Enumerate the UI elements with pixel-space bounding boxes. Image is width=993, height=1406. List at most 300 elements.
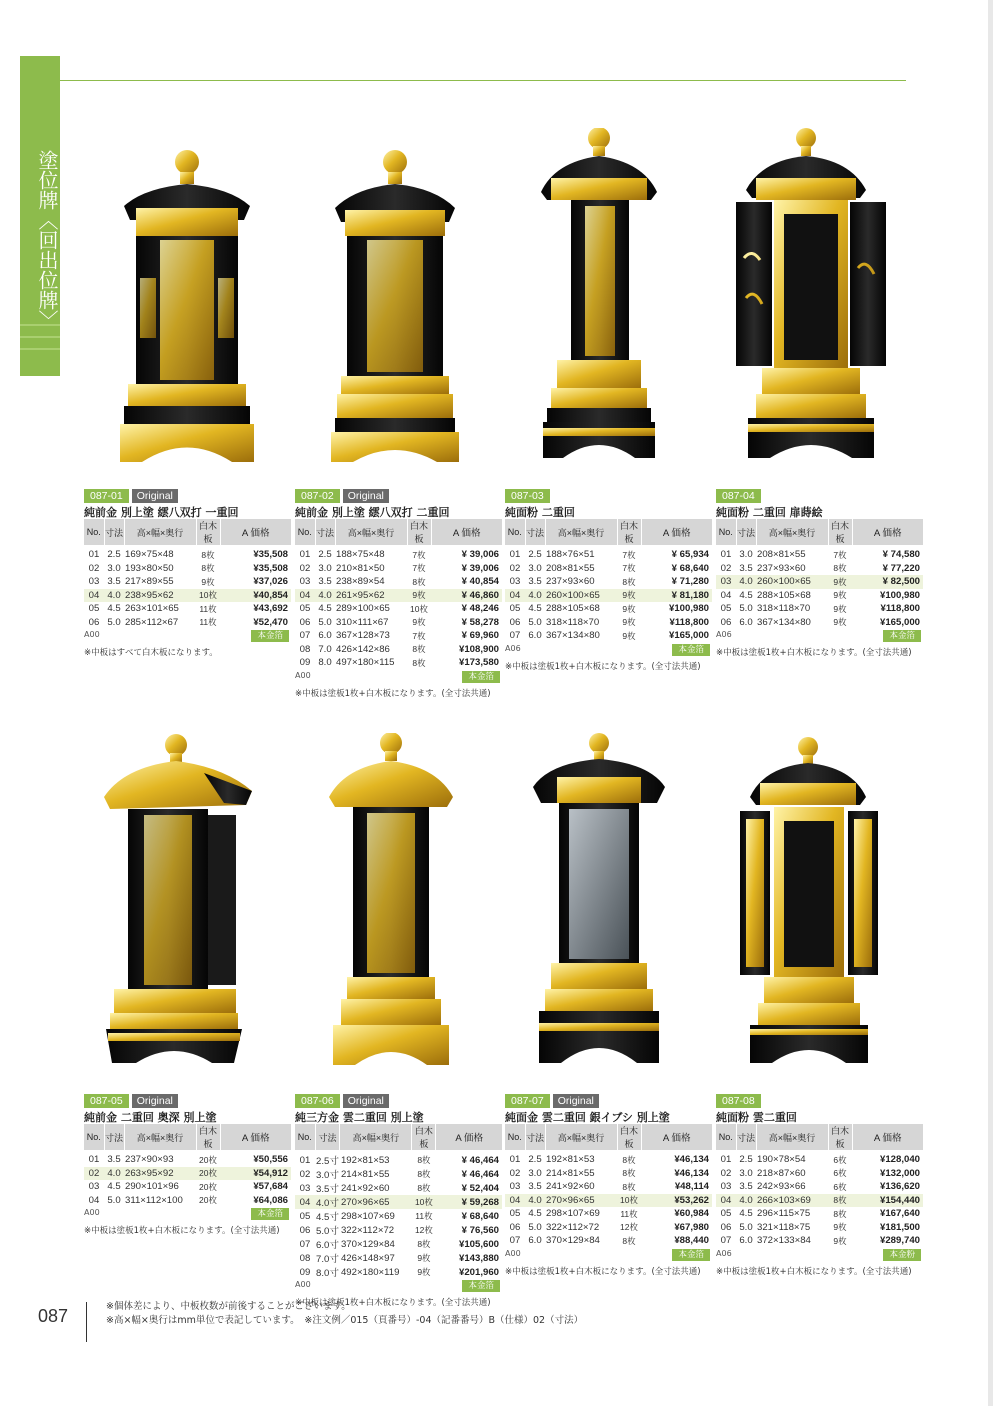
- table-row: [716, 1180, 923, 1194]
- cell-dim: 370×129×84: [546, 1235, 600, 1247]
- cell-no: 03: [509, 576, 521, 588]
- cell-dim: 285×112×67: [125, 616, 179, 628]
- cell-bd: 8枚: [412, 657, 426, 668]
- table-row: [716, 1150, 923, 1167]
- cell-sun: 4.0: [315, 589, 335, 603]
- cell-pr: ¥ 58,278: [461, 616, 499, 628]
- table-row: [716, 545, 923, 562]
- col-dim: 高×幅×奥行: [340, 1124, 412, 1150]
- cell-bd: 10枚: [196, 589, 220, 603]
- table-row: [295, 1237, 502, 1251]
- cell-sun: 3.0: [739, 1167, 753, 1179]
- table-row: [84, 562, 291, 576]
- cell-sun: 3.0: [107, 562, 121, 574]
- cell-sun: 4.0: [525, 589, 545, 603]
- cell-no: 06: [720, 1221, 732, 1233]
- col-sun: 寸法: [525, 519, 545, 545]
- cell-bd: 8枚: [412, 644, 426, 655]
- table-row: [84, 1150, 291, 1167]
- cell-dim: 322×112×72: [546, 1221, 600, 1233]
- spec-code: A06: [716, 630, 732, 639]
- product-code: 087-07: [505, 1094, 550, 1108]
- cell-pr: ¥35,508: [253, 549, 288, 561]
- cell-no: 02: [88, 562, 100, 574]
- col-no: No.: [505, 1124, 525, 1150]
- table-row: [295, 1265, 502, 1279]
- cell-pr: ¥ 81,180: [641, 589, 712, 603]
- original-label: Original: [343, 489, 389, 503]
- cell-pr: ¥105,600: [458, 1238, 499, 1250]
- cell-bd: 8枚: [417, 1183, 431, 1193]
- spec-table: [84, 1124, 291, 1207]
- cell-bd: 9枚: [617, 589, 641, 603]
- cell-dim: 370×129×84: [340, 1238, 395, 1250]
- cell-dim: 214×81×55: [546, 1167, 595, 1179]
- cell-bd: 20枚: [199, 1181, 217, 1192]
- spec-table: [295, 519, 502, 670]
- cell-no: 04: [88, 1194, 100, 1206]
- spec-table: [505, 1124, 712, 1248]
- cell-no: 07: [299, 630, 311, 642]
- cell-pr: ¥ 39,006: [461, 562, 499, 574]
- cell-bd: 8枚: [201, 563, 215, 574]
- col-board: 白木板: [617, 1124, 641, 1150]
- cell-sun: 5.0: [739, 603, 753, 615]
- cell-dim: 288×105×68: [546, 603, 600, 615]
- col-board: 白木板: [196, 1124, 220, 1150]
- cell-no: 02: [299, 562, 311, 574]
- cell-pr: ¥ 74,580: [882, 549, 920, 561]
- cell-pr: ¥118,800: [669, 616, 709, 628]
- cell-no: 01: [509, 1154, 521, 1166]
- cell-dim: 288×105×68: [757, 589, 811, 601]
- cell-sun: 8.0寸: [316, 1268, 339, 1279]
- cell-pr: ¥ 46,464: [461, 1168, 499, 1180]
- cell-dim: 237×93×60: [546, 576, 595, 588]
- cell-bd: 6枚: [833, 1154, 847, 1165]
- cell-dim: 237×93×60: [757, 562, 806, 574]
- cell-pr: ¥52,470: [253, 616, 288, 628]
- col-price: A 価格: [852, 1124, 923, 1150]
- col-price: A 価格: [220, 1124, 291, 1150]
- spec-code: A06: [505, 643, 521, 653]
- col-no: No.: [505, 519, 525, 545]
- cell-sun: 3.0: [318, 562, 332, 574]
- col-sun: 寸法: [315, 1124, 340, 1150]
- cell-no: 06: [720, 616, 732, 628]
- cell-dim: 426×142×86: [336, 643, 390, 655]
- col-price: A 価格: [641, 519, 712, 545]
- col-board: 白木板: [828, 1124, 852, 1150]
- cell-no: 03: [299, 1182, 311, 1194]
- cell-bd: 8枚: [417, 1155, 431, 1165]
- cell-no: 02: [299, 1168, 311, 1180]
- spec-table: [295, 1124, 502, 1279]
- cell-pr: ¥136,620: [879, 1181, 920, 1193]
- cell-no: 01: [509, 549, 521, 561]
- cell-bd: 9枚: [622, 617, 636, 628]
- cell-bd: 9枚: [622, 603, 636, 614]
- finish-badge: 本金箔: [462, 671, 500, 683]
- product-087-06: [295, 733, 502, 1308]
- product-name: 純前金 別上塗 繧八双打 二重回: [295, 506, 450, 519]
- cell-dim: 270×96×65: [340, 1195, 412, 1209]
- cell-dim: 367×134×80: [546, 630, 600, 642]
- cell-pr: ¥ 82,500: [852, 575, 923, 589]
- cell-dim: 367×128×73: [336, 630, 390, 642]
- product-note: ※中板は塗板1枚+白木板になります。(全寸法共通): [84, 1226, 280, 1236]
- cell-no: 04: [505, 1194, 525, 1208]
- cell-sun: 2.5寸: [316, 1156, 339, 1167]
- col-sun: 寸法: [736, 519, 756, 545]
- cell-pr: ¥57,684: [253, 1181, 288, 1193]
- product-image-087-05: [84, 733, 291, 1088]
- original-label: Original: [553, 1094, 599, 1108]
- cell-no: 05: [88, 603, 100, 615]
- cell-no: 01: [720, 1154, 732, 1166]
- spec-code: A00: [505, 1248, 521, 1258]
- cell-pr: ¥132,000: [879, 1167, 920, 1179]
- cell-bd: 9枚: [201, 576, 215, 587]
- cell-sun: 4.5: [318, 603, 332, 615]
- cell-pr: ¥165,000: [879, 616, 920, 628]
- cell-no: 01: [720, 549, 732, 561]
- cell-dim: 188×76×51: [546, 549, 595, 561]
- cell-no: 03: [509, 1181, 521, 1193]
- cell-dim: 192×81×53: [546, 1154, 595, 1166]
- cell-sun: 4.5: [107, 1181, 121, 1193]
- product-image-087-03: [505, 128, 712, 483]
- cell-dim: 367×134×80: [757, 616, 811, 628]
- table-row: [295, 1167, 502, 1181]
- cell-no: 03: [88, 576, 100, 588]
- product-name: 純面金 雲二重回 銀イブシ 別上塗: [505, 1111, 670, 1124]
- product-name: 純三方金 雲二重回 別上塗: [295, 1111, 424, 1124]
- cell-pr: ¥ 48,246: [461, 603, 499, 615]
- cell-bd: 8枚: [412, 576, 426, 587]
- cell-bd: 7枚: [622, 549, 636, 560]
- cell-sun: 8.0: [318, 657, 332, 669]
- col-sun: 寸法: [736, 1124, 756, 1150]
- cell-no: 01: [299, 549, 311, 561]
- cell-sun: 4.0: [104, 1167, 124, 1181]
- cell-dim: 261×95×62: [335, 589, 407, 603]
- cell-dim: 260×100×65: [756, 575, 828, 589]
- cell-sun: 3.5: [107, 576, 121, 588]
- col-sun: 寸法: [104, 519, 124, 545]
- product-image-087-08: [716, 733, 923, 1088]
- cell-bd: 8枚: [417, 1169, 431, 1179]
- spec-code: A06: [716, 1248, 732, 1258]
- col-board: 白木板: [617, 519, 641, 545]
- cell-sun: 3.0寸: [316, 1170, 339, 1181]
- cell-dim: 298×107×69: [340, 1210, 395, 1222]
- cell-sun: 2.5: [107, 549, 121, 561]
- original-label: Original: [343, 1094, 389, 1108]
- table-row: [84, 575, 291, 589]
- cell-dim: 270×96×65: [545, 1194, 617, 1208]
- cell-bd: 9枚: [833, 617, 847, 628]
- table-row: [716, 1167, 923, 1181]
- cell-bd: 8枚: [201, 549, 215, 560]
- product-087-04: [716, 128, 923, 658]
- cell-pr: ¥64,086: [253, 1194, 288, 1206]
- cell-bd: 9枚: [833, 590, 847, 601]
- col-dim: 高×幅×奥行: [335, 519, 407, 545]
- cell-sun: 3.5: [528, 1181, 542, 1193]
- cell-pr: ¥53,262: [641, 1194, 712, 1208]
- cell-bd: 8枚: [622, 576, 636, 587]
- cell-bd: 11枚: [199, 617, 217, 628]
- table-row: [505, 562, 712, 576]
- cell-pr: ¥ 40,854: [461, 576, 499, 588]
- table-row: [295, 629, 502, 643]
- page-number-rule: [86, 1302, 87, 1342]
- table-row: [505, 1234, 712, 1248]
- cell-no: 06: [509, 1221, 521, 1233]
- table-row: [505, 1150, 712, 1167]
- cell-bd: 9枚: [833, 1235, 847, 1246]
- cell-bd: 9枚: [417, 1253, 431, 1263]
- product-087-07: [505, 733, 712, 1277]
- cell-pr: ¥46,134: [674, 1154, 709, 1166]
- page-number: 087: [38, 1306, 69, 1326]
- cell-no: 02: [720, 562, 732, 574]
- product-image-087-06: [295, 733, 502, 1088]
- cell-pr: ¥ 65,934: [671, 549, 709, 561]
- cell-no: 08: [299, 643, 311, 655]
- cell-no: 05: [509, 603, 521, 615]
- spec-code: A00: [84, 630, 100, 639]
- cell-sun: 4.5: [528, 1208, 542, 1220]
- header-rule: [60, 80, 906, 81]
- cell-dim: 318×118×70: [546, 616, 600, 628]
- cell-no: 01: [88, 549, 100, 561]
- cell-bd: 9枚: [407, 589, 431, 603]
- cell-dim: 263×101×65: [125, 603, 179, 615]
- product-note: ※中板は塗板1枚+白木板になります。(全寸法共通): [716, 1266, 912, 1277]
- cell-pr: ¥ 71,280: [671, 576, 709, 588]
- col-dim: 高×幅×奥行: [124, 519, 196, 545]
- spec-table: [716, 519, 923, 629]
- footnote-2: ※高×幅×奥行はmm単位で表記しています。 ※注文例／015（頁番号）-04（記番番号）B（仕様）02（寸法）: [106, 1315, 584, 1326]
- cell-pr: ¥46,134: [674, 1167, 709, 1179]
- cell-sun: 4.0寸: [315, 1195, 340, 1209]
- cell-no: 04: [505, 589, 525, 603]
- cell-bd: 11枚: [620, 1208, 638, 1219]
- table-row: [295, 575, 502, 589]
- col-no: No.: [716, 519, 736, 545]
- table-row: [716, 1234, 923, 1248]
- cell-pr: ¥181,500: [879, 1221, 920, 1233]
- cell-pr: ¥48,114: [674, 1181, 709, 1193]
- cell-pr: ¥118,800: [880, 603, 920, 615]
- cell-no: 07: [509, 1235, 521, 1247]
- cell-sun: 4.5寸: [316, 1212, 339, 1223]
- cell-no: 03: [88, 1181, 100, 1193]
- cell-no: 03: [716, 575, 736, 589]
- cell-bd: 20枚: [199, 1154, 217, 1165]
- cell-no: 05: [509, 1208, 521, 1220]
- cell-dim: 426×148×97: [340, 1252, 395, 1264]
- table-row: [505, 1221, 712, 1235]
- cell-dim: 310×111×67: [336, 616, 389, 628]
- table-row: [505, 629, 712, 643]
- cell-dim: 296×115×75: [757, 1208, 811, 1220]
- col-dim: 高×幅×奥行: [545, 1124, 617, 1150]
- table-row: [716, 589, 923, 603]
- cell-dim: 241×92×60: [546, 1181, 595, 1193]
- cell-bd: 9枚: [833, 1222, 847, 1233]
- table-row: [84, 545, 291, 562]
- cell-sun: 6.0: [528, 630, 542, 642]
- cell-sun: 4.5: [107, 603, 121, 615]
- cell-sun: 4.5: [739, 589, 753, 601]
- cell-bd: 8枚: [417, 1239, 431, 1249]
- cell-dim: 311×112×100: [125, 1194, 183, 1206]
- product-note: ※中板は塗板1枚+白木板になります。(全寸法共通): [505, 1266, 701, 1277]
- cell-dim: 188×75×48: [336, 549, 385, 561]
- cell-pr: ¥167,640: [879, 1208, 920, 1220]
- cell-pr: ¥ 69,960: [461, 630, 499, 642]
- table-row: [84, 589, 291, 603]
- cell-bd: 11枚: [199, 603, 217, 614]
- category-title: 塗位牌〈回出位牌〉: [35, 150, 59, 330]
- cell-bd: 10枚: [410, 603, 428, 614]
- original-label: Original: [132, 1094, 178, 1108]
- cell-pr: ¥ 46,860: [431, 589, 502, 603]
- cell-bd: 7枚: [412, 549, 426, 560]
- cell-no: 02: [720, 1167, 732, 1179]
- table-row: [84, 1167, 291, 1181]
- cell-no: 05: [299, 603, 311, 615]
- cell-pr: ¥35,508: [253, 562, 288, 574]
- cell-pr: ¥108,900: [458, 643, 499, 655]
- cell-sun: 2.5: [528, 549, 542, 561]
- page-edge: [988, 0, 993, 1406]
- col-no: No.: [84, 519, 104, 545]
- table-row: [716, 602, 923, 616]
- table-row: [295, 1223, 502, 1237]
- cell-no: 04: [295, 1195, 315, 1209]
- cell-sun: 6.0: [739, 1235, 753, 1247]
- table-row: [295, 602, 502, 616]
- col-price: A 価格: [641, 1124, 712, 1150]
- spec-code: A00: [295, 1280, 311, 1289]
- product-note: ※中板は塗板1枚+白木板になります。(全寸法共通): [295, 1298, 491, 1308]
- cell-sun: 5.0寸: [316, 1226, 339, 1237]
- cell-sun: 5.0: [107, 1194, 121, 1206]
- cell-dim: 266×103×69: [756, 1194, 828, 1208]
- cell-sun: 6.0: [318, 630, 332, 642]
- table-row: [716, 1221, 923, 1235]
- table-row: [295, 1251, 502, 1265]
- cell-no: 08: [299, 1252, 311, 1264]
- cell-no: 02: [509, 562, 521, 574]
- col-no: No.: [84, 1124, 104, 1150]
- table-row: [505, 1180, 712, 1194]
- cell-pr: ¥289,740: [879, 1235, 920, 1247]
- product-code: 087-05: [84, 1094, 129, 1108]
- cell-sun: 3.0: [528, 562, 542, 574]
- cell-pr: ¥88,440: [674, 1235, 709, 1247]
- footnotes: [106, 1300, 583, 1328]
- col-sun: 寸法: [525, 1124, 545, 1150]
- cell-sun: 2.5: [739, 1154, 753, 1166]
- cell-pr: ¥143,880: [458, 1252, 499, 1264]
- cell-dim: 238×89×54: [336, 576, 385, 588]
- cell-no: 02: [84, 1167, 104, 1181]
- cell-pr: ¥54,912: [220, 1167, 291, 1181]
- table-row: [505, 545, 712, 562]
- spec-table: [505, 519, 712, 643]
- cell-bd: 10枚: [617, 1194, 641, 1208]
- product-name: 純面粉 二重回 扉蒔絵: [716, 506, 823, 519]
- cell-bd: 9枚: [828, 575, 852, 589]
- cell-sun: 3.0: [528, 1167, 542, 1179]
- cell-sun: 6.0寸: [316, 1240, 339, 1251]
- product-image-087-01: [84, 128, 291, 483]
- cell-pr: ¥ 46,464: [461, 1154, 499, 1166]
- table-row: [295, 589, 502, 603]
- table-row: [505, 616, 712, 630]
- cell-bd: 8枚: [833, 563, 847, 574]
- cell-dim: 321×118×75: [757, 1221, 811, 1233]
- cell-dim: 263×95×92: [124, 1167, 196, 1181]
- cell-sun: 4.5: [739, 1208, 753, 1220]
- col-price: A 価格: [436, 1124, 502, 1150]
- cell-dim: 210×81×50: [336, 562, 385, 574]
- cell-sun: 4.0: [104, 589, 124, 603]
- cell-sun: 5.0: [528, 616, 542, 628]
- cell-sun: 5.0: [528, 1221, 542, 1233]
- cell-sun: 5.0: [739, 1221, 753, 1233]
- cell-no: 09: [299, 657, 311, 669]
- cell-bd: 8枚: [828, 1194, 852, 1208]
- product-image-087-04: [716, 128, 923, 483]
- table-row: [295, 616, 502, 630]
- cell-pr: ¥154,440: [852, 1194, 923, 1208]
- cell-bd: 9枚: [833, 603, 847, 614]
- table-row: [716, 616, 923, 630]
- cell-dim: 289×100×65: [336, 603, 390, 615]
- cell-no: 01: [299, 1154, 311, 1166]
- table-row: [295, 1150, 502, 1167]
- cell-bd: 10枚: [412, 1195, 436, 1209]
- product-code: 087-08: [716, 1094, 761, 1108]
- cell-sun: 6.0: [739, 616, 753, 628]
- col-dim: 高×幅×奥行: [124, 1124, 196, 1150]
- cell-pr: ¥50,556: [253, 1154, 288, 1166]
- table-row: [505, 602, 712, 616]
- cell-sun: 5.0: [107, 616, 121, 628]
- cell-pr: ¥ 77,220: [882, 562, 920, 574]
- cell-pr: ¥100,980: [879, 589, 920, 601]
- cell-sun: 4.0: [736, 575, 756, 589]
- cell-dim: 318×118×70: [757, 603, 811, 615]
- cell-sun: 5.0: [318, 616, 332, 628]
- table-row: [84, 616, 291, 630]
- cell-no: 04: [720, 589, 732, 601]
- cell-no: 06: [88, 616, 100, 628]
- col-price: A 価格: [852, 519, 923, 545]
- product-code: 087-03: [505, 489, 550, 503]
- cell-pr: ¥ 68,640: [461, 1210, 499, 1222]
- col-dim: 高×幅×奥行: [756, 519, 828, 545]
- cell-no: 07: [720, 1235, 732, 1247]
- col-board: 白木板: [196, 519, 220, 545]
- cell-pr: ¥43,692: [253, 603, 288, 615]
